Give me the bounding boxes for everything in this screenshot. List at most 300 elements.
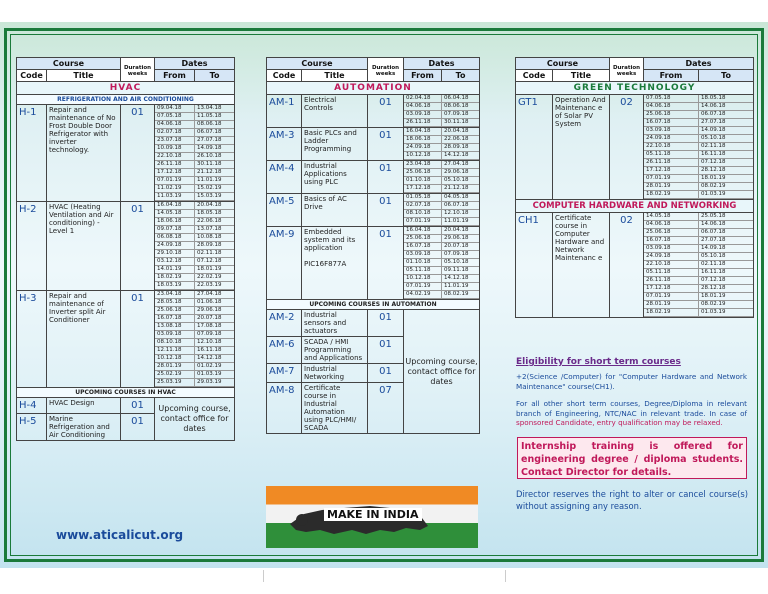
to-header: To <box>442 70 480 82</box>
course-duration: 01 <box>368 337 404 364</box>
date-from: 13.08.18 <box>155 323 195 330</box>
date-from: 05.11.18 <box>644 151 699 158</box>
date-to: 05.10.18 <box>444 259 469 265</box>
date-row <box>155 218 234 226</box>
date-from: 02.04.18 <box>404 95 442 102</box>
course-duration: 01 <box>121 202 155 291</box>
course-row <box>267 95 480 128</box>
date-row <box>644 135 753 143</box>
course-duration: 01 <box>121 291 155 388</box>
date-to: 08.06.18 <box>197 121 222 127</box>
date-row <box>644 119 753 127</box>
date-row <box>155 355 234 363</box>
date-from: 17.12.18 <box>155 169 195 176</box>
date-row <box>155 153 234 161</box>
course-duration: 01 <box>368 161 404 194</box>
date-from: 09.07.18 <box>155 226 195 233</box>
date-from: 10.12.18 <box>155 355 195 362</box>
date-to: 18.01.19 <box>197 266 222 272</box>
date-to: 22.03.19 <box>197 282 222 288</box>
date-to: 02.11.18 <box>701 143 726 149</box>
date-row <box>155 347 234 355</box>
course-code: AM-2 <box>267 310 302 337</box>
date-to: 28.12.18 <box>701 167 726 173</box>
date-from: 18.06.18 <box>404 136 442 143</box>
date-row <box>404 227 479 235</box>
eligibility-title: Eligibility for short term courses <box>516 357 681 367</box>
upcoming-note: Upcoming course, contact office for dates <box>404 310 480 434</box>
code-header: Code <box>17 70 47 82</box>
date-row <box>644 237 753 245</box>
date-from: 26.11.18 <box>644 159 699 166</box>
date-row <box>404 111 479 119</box>
date-row <box>155 371 234 379</box>
automation-table <box>266 57 480 434</box>
course-duration: 01 <box>368 310 404 337</box>
eligibility-p2b: sponsored Candidate, entry qualification may be relaxed. <box>516 418 723 427</box>
date-to: 22.06.18 <box>197 218 222 224</box>
course-duration: 02 <box>610 95 644 200</box>
date-from: 01.05.18 <box>404 194 442 201</box>
date-row <box>404 218 479 226</box>
date-from: 14.01.19 <box>155 266 195 273</box>
date-from: 26.11.18 <box>644 277 699 284</box>
date-to: 15.02.19 <box>197 185 222 191</box>
course-duration: 01 <box>121 414 155 441</box>
date-from: 05.11.18 <box>404 267 442 274</box>
date-from: 16.04.18 <box>155 202 195 209</box>
date-to: 14.12.18 <box>444 152 469 158</box>
date-to: 07.09.18 <box>444 111 469 117</box>
title-header: Title <box>47 70 121 82</box>
date-from: 16.04.18 <box>404 128 442 135</box>
course-title: Industrial sensors and actuators <box>302 310 368 337</box>
date-from: 12.11.18 <box>155 347 195 354</box>
date-to: 27.04.18 <box>444 161 469 167</box>
date-to: 02.11.18 <box>701 261 726 267</box>
course-dates <box>155 105 235 202</box>
date-to: 08.02.19 <box>701 183 726 189</box>
date-row <box>644 285 753 293</box>
date-row <box>404 259 479 267</box>
date-to: 07.12.18 <box>701 277 726 283</box>
date-to: 07.12.18 <box>701 159 726 165</box>
date-from: 05.11.18 <box>644 269 699 276</box>
course-title <box>302 161 368 194</box>
course-code: CH1 <box>516 213 553 318</box>
date-to: 07.12.18 <box>197 258 222 264</box>
date-to: 14.09.18 <box>701 245 726 251</box>
date-from: 28.05.18 <box>155 299 195 306</box>
date-from: 22.10.18 <box>644 261 699 268</box>
section-title: AUTOMATION <box>267 82 480 95</box>
course-title <box>553 213 610 318</box>
date-row <box>404 251 479 259</box>
code-header: Code <box>267 70 302 82</box>
date-to: 06.07.18 <box>444 202 469 208</box>
date-from: 16.07.18 <box>404 243 442 250</box>
date-row <box>404 136 479 144</box>
date-to: 18.01.19 <box>701 175 726 181</box>
date-from: 03.12.18 <box>155 258 195 265</box>
date-from: 18.02.19 <box>155 274 195 281</box>
duration-header: Duration weeks <box>368 58 404 82</box>
date-to: 11.05.18 <box>197 113 222 119</box>
date-from: 24.09.18 <box>644 135 699 142</box>
date-row <box>644 183 753 191</box>
date-row <box>644 221 753 229</box>
upcoming-title: UPCOMING COURSES IN AUTOMATION <box>267 300 480 310</box>
dates-header: Dates <box>155 58 235 70</box>
date-to: 10.08.18 <box>197 234 222 240</box>
course-title-text: Embedded system and its application <box>304 228 356 252</box>
date-row <box>155 274 234 282</box>
date-row <box>404 144 479 152</box>
course-title: Certificate course in Industrial Automation using PLC/HMI/ SCADA <box>302 383 368 434</box>
date-row <box>404 210 479 218</box>
date-from: 24.09.18 <box>404 144 442 151</box>
course-dates <box>404 161 480 194</box>
date-row <box>404 267 479 275</box>
date-row <box>404 169 479 177</box>
course-code: H-4 <box>17 398 47 414</box>
date-to: 05.10.18 <box>444 177 469 183</box>
code-header: Code <box>516 70 553 82</box>
course-code: H-2 <box>17 202 47 291</box>
date-to: 17.08.18 <box>197 323 222 329</box>
course-dates <box>404 128 480 161</box>
course-code: H-1 <box>17 105 47 202</box>
date-to: 27.07.18 <box>197 137 222 143</box>
date-to: 09.11.18 <box>444 267 469 273</box>
section-title: HVAC <box>17 82 235 95</box>
subsection-title: REFRIGERATION AND AIR CONDITIONING <box>17 95 235 105</box>
date-from: 16.07.18 <box>155 315 195 322</box>
section-title-2: COMPUTER HARDWARE AND NETWORKING <box>516 200 754 213</box>
date-row <box>155 137 234 145</box>
date-from: 07.05.18 <box>155 113 195 120</box>
date-from: 06.08.18 <box>155 234 195 241</box>
date-from: 07.01.19 <box>644 293 699 300</box>
section-title: GREEN TECHNOLOGY <box>516 82 754 95</box>
date-from: 08.10.18 <box>155 339 195 346</box>
course-row <box>17 291 235 388</box>
date-to: 12.10.18 <box>197 339 222 345</box>
date-from: 16.07.18 <box>644 237 699 244</box>
date-row <box>155 363 234 371</box>
date-row <box>644 151 753 159</box>
course-duration: 01 <box>121 105 155 202</box>
course-row <box>267 194 480 227</box>
course-title-text: Basic PLCs and Ladder Programming <box>304 129 357 153</box>
date-row <box>155 323 234 331</box>
date-from: 11.03.19 <box>155 193 195 200</box>
date-from: 25.06.18 <box>404 235 442 242</box>
course-dates <box>404 95 480 128</box>
course-row <box>267 128 480 161</box>
course-title-text: Industrial Applications using PLC <box>304 162 347 186</box>
date-row <box>404 202 479 210</box>
date-from: 14.05.18 <box>644 213 699 220</box>
date-row <box>155 177 234 185</box>
date-to: 11.01.19 <box>444 283 469 289</box>
date-from: 14.05.18 <box>155 210 195 217</box>
hvac-table <box>16 57 235 441</box>
date-to: 22.06.18 <box>444 136 469 142</box>
date-from: 07.01.19 <box>155 177 195 184</box>
date-to: 06.07.18 <box>701 111 726 117</box>
date-to: 08.02.19 <box>444 291 469 297</box>
date-from: 29.10.18 <box>155 250 195 257</box>
date-row <box>644 111 753 119</box>
hvac-column <box>16 57 234 441</box>
course-duration: 07 <box>368 383 404 434</box>
date-from: 24.09.18 <box>644 253 699 260</box>
date-to: 28.12.18 <box>701 285 726 291</box>
date-from: 03.09.18 <box>155 331 195 338</box>
green-tech-column <box>515 57 753 318</box>
date-to: 01.03.19 <box>701 309 726 315</box>
date-from: 17.12.18 <box>404 185 442 192</box>
upcoming-course-row <box>17 398 235 414</box>
course-dates <box>155 202 235 291</box>
date-to: 14.09.18 <box>197 145 222 151</box>
date-row <box>155 331 234 339</box>
eligibility-p2 <box>516 399 747 428</box>
course-row <box>267 161 480 194</box>
course-title: Industrial Networking <box>302 364 368 383</box>
date-row <box>155 129 234 137</box>
fold-mark <box>263 570 264 582</box>
date-from: 03.09.18 <box>644 245 699 252</box>
website-link[interactable]: www.aticalicut.org <box>56 528 184 542</box>
date-from: 11.02.19 <box>155 185 195 192</box>
date-row <box>404 152 479 160</box>
date-row <box>644 103 753 111</box>
date-from: 02.07.18 <box>404 202 442 209</box>
date-row <box>155 105 234 113</box>
date-to: 01.03.19 <box>197 371 222 377</box>
eligibility-p2a: For all other short term courses, Degree/Diploma in relevant branch of Engineering, NTC/NAC in relevant trade. In case of <box>516 399 747 418</box>
date-row <box>644 309 753 317</box>
date-row <box>155 250 234 258</box>
course-code: GT1 <box>516 95 553 200</box>
date-from: 01.10.18 <box>404 177 442 184</box>
to-header: To <box>195 70 235 82</box>
date-row <box>644 167 753 175</box>
date-to: 27.07.18 <box>701 119 726 125</box>
date-row <box>155 315 234 323</box>
course-code: H-5 <box>17 414 47 441</box>
date-from: 03.09.18 <box>644 127 699 134</box>
upcoming-course-row <box>267 310 480 337</box>
course-dates <box>644 95 754 200</box>
date-to: 20.07.18 <box>444 243 469 249</box>
date-row <box>644 191 753 199</box>
director-notice: Director reserves the right to alter or cancel course(s) without assigning any reason. <box>516 489 748 511</box>
date-to: 06.07.18 <box>197 129 222 135</box>
date-from: 04.06.18 <box>644 103 699 110</box>
date-row <box>404 243 479 251</box>
course-code: AM-4 <box>267 161 302 194</box>
date-row <box>155 282 234 290</box>
course-code: AM-8 <box>267 383 302 434</box>
course-row <box>516 95 754 200</box>
date-to: 05.10.18 <box>701 135 726 141</box>
date-from: 10.12.18 <box>404 152 442 159</box>
date-from: 25.02.19 <box>155 371 195 378</box>
date-to: 05.10.18 <box>701 253 726 259</box>
to-header: To <box>699 70 754 82</box>
date-row <box>155 185 234 193</box>
date-from: 23.07.18 <box>155 137 195 144</box>
date-row <box>404 119 479 127</box>
date-to: 29.06.18 <box>444 169 469 175</box>
date-from: 03.09.18 <box>404 251 442 258</box>
date-from: 25.06.18 <box>155 307 195 314</box>
date-to: 30.11.18 <box>197 161 222 167</box>
course-duration: 01 <box>368 364 404 383</box>
date-to: 01.03.19 <box>701 191 726 197</box>
date-to: 07.09.18 <box>197 331 222 337</box>
title-header: Title <box>553 70 610 82</box>
date-to: 18.05.18 <box>701 95 726 101</box>
date-row <box>404 235 479 243</box>
date-row <box>644 159 753 167</box>
date-from: 10.09.18 <box>155 145 195 152</box>
course-title-text: HVAC (Heating Ventilation and Air conditioning) - Level 1 <box>49 203 114 235</box>
course-title: Marine Refrigeration and Air Conditioning <box>47 414 121 441</box>
date-row <box>644 229 753 237</box>
date-row <box>155 121 234 129</box>
upcoming-note: Upcoming course, contact office for dates <box>155 398 235 441</box>
date-row <box>155 145 234 153</box>
date-to: 21.12.18 <box>444 185 469 191</box>
date-from: 23.04.18 <box>404 161 442 168</box>
date-to: 16.11.18 <box>701 151 726 157</box>
date-row <box>155 258 234 266</box>
date-from: 18.02.19 <box>644 309 699 316</box>
upcoming-title: UPCOMING COURSES IN HVAC <box>17 388 235 398</box>
date-row <box>404 194 479 202</box>
date-row <box>155 210 234 218</box>
date-from: 28.01.19 <box>644 301 699 308</box>
course-code: AM-3 <box>267 128 302 161</box>
course-title-text: Repair and maintenance of No Frost Double Door Refrigerator with inverter technology. <box>49 106 116 154</box>
date-row <box>644 269 753 277</box>
date-from: 02.07.18 <box>155 129 195 136</box>
date-to: 18.05.18 <box>197 210 222 216</box>
course-dates <box>644 213 754 318</box>
date-to: 14.09.18 <box>701 127 726 133</box>
date-to: 15.03.19 <box>197 193 222 199</box>
date-from: 07.01.19 <box>644 175 699 182</box>
date-row <box>404 283 479 291</box>
date-to: 14.12.18 <box>197 355 222 361</box>
date-row <box>155 242 234 250</box>
automation-column <box>266 57 479 434</box>
dates-header: Dates <box>644 58 754 70</box>
date-from: 22.10.18 <box>155 153 195 160</box>
course-code: AM-9 <box>267 227 302 300</box>
date-row <box>155 299 234 307</box>
date-from: 04.02.19 <box>404 291 442 298</box>
date-to: 29.06.18 <box>197 307 222 313</box>
date-row <box>644 175 753 183</box>
date-row <box>404 185 479 193</box>
course-title <box>553 95 610 200</box>
date-to: 20.04.18 <box>197 202 222 208</box>
date-to: 30.11.18 <box>444 119 469 125</box>
date-to: 20.04.18 <box>444 128 469 134</box>
date-from: 18.06.18 <box>155 218 195 225</box>
course-title <box>47 202 121 291</box>
course-header: Course <box>516 58 610 70</box>
date-row <box>404 291 479 299</box>
from-header: From <box>155 70 195 82</box>
date-to: 11.01.19 <box>444 218 469 224</box>
date-to: 21.12.18 <box>197 169 222 175</box>
date-row <box>644 95 753 103</box>
course-header: Course <box>267 58 368 70</box>
date-from: 23.04.18 <box>155 291 195 298</box>
date-to: 27.04.18 <box>197 291 222 297</box>
date-row <box>155 234 234 242</box>
date-row <box>155 113 234 121</box>
eligibility-p1: +2(Science /Computer) for "Computer Hardware and Network Maintenance" course(CH1). <box>516 372 747 391</box>
course-code: AM-6 <box>267 337 302 364</box>
date-to: 26.10.18 <box>197 153 222 159</box>
date-row <box>155 226 234 234</box>
duration-header: Duration weeks <box>121 58 155 82</box>
course-title <box>302 128 368 161</box>
date-to: 01.02.19 <box>197 363 222 369</box>
date-from: 04.06.18 <box>404 103 442 110</box>
course-duration: 01 <box>368 95 404 128</box>
make-in-india-text: MAKE IN INDIA <box>324 508 422 521</box>
course-row <box>516 213 754 318</box>
date-from: 04.06.18 <box>155 121 195 128</box>
date-from: 18.03.19 <box>155 282 195 289</box>
date-from: 04.06.18 <box>644 221 699 228</box>
date-row <box>644 245 753 253</box>
date-from: 22.10.18 <box>644 143 699 150</box>
date-to: 16.11.18 <box>701 269 726 275</box>
date-from: 07.01.19 <box>404 218 442 225</box>
date-from: 16.07.18 <box>644 119 699 126</box>
date-row <box>404 128 479 136</box>
date-from: 16.04.18 <box>404 227 442 234</box>
course-title-text: Basics of AC Drive <box>304 195 347 211</box>
date-to: 01.06.18 <box>197 299 222 305</box>
course-header: Course <box>17 58 121 70</box>
date-from: 08.10.18 <box>404 210 442 217</box>
dates-header: Dates <box>404 58 480 70</box>
course-row <box>17 202 235 291</box>
date-to: 08.06.18 <box>444 103 469 109</box>
date-to: 13.07.18 <box>197 226 222 232</box>
date-row <box>155 339 234 347</box>
date-to: 11.01.19 <box>197 177 222 183</box>
date-to: 27.07.18 <box>701 237 726 243</box>
title-header: Title <box>302 70 368 82</box>
date-row <box>404 161 479 169</box>
date-to: 22.02.19 <box>197 274 222 280</box>
date-to: 20.04.18 <box>444 227 469 233</box>
course-dates <box>404 194 480 227</box>
date-from: 17.12.18 <box>644 285 699 292</box>
date-to: 04.05.18 <box>444 194 469 200</box>
